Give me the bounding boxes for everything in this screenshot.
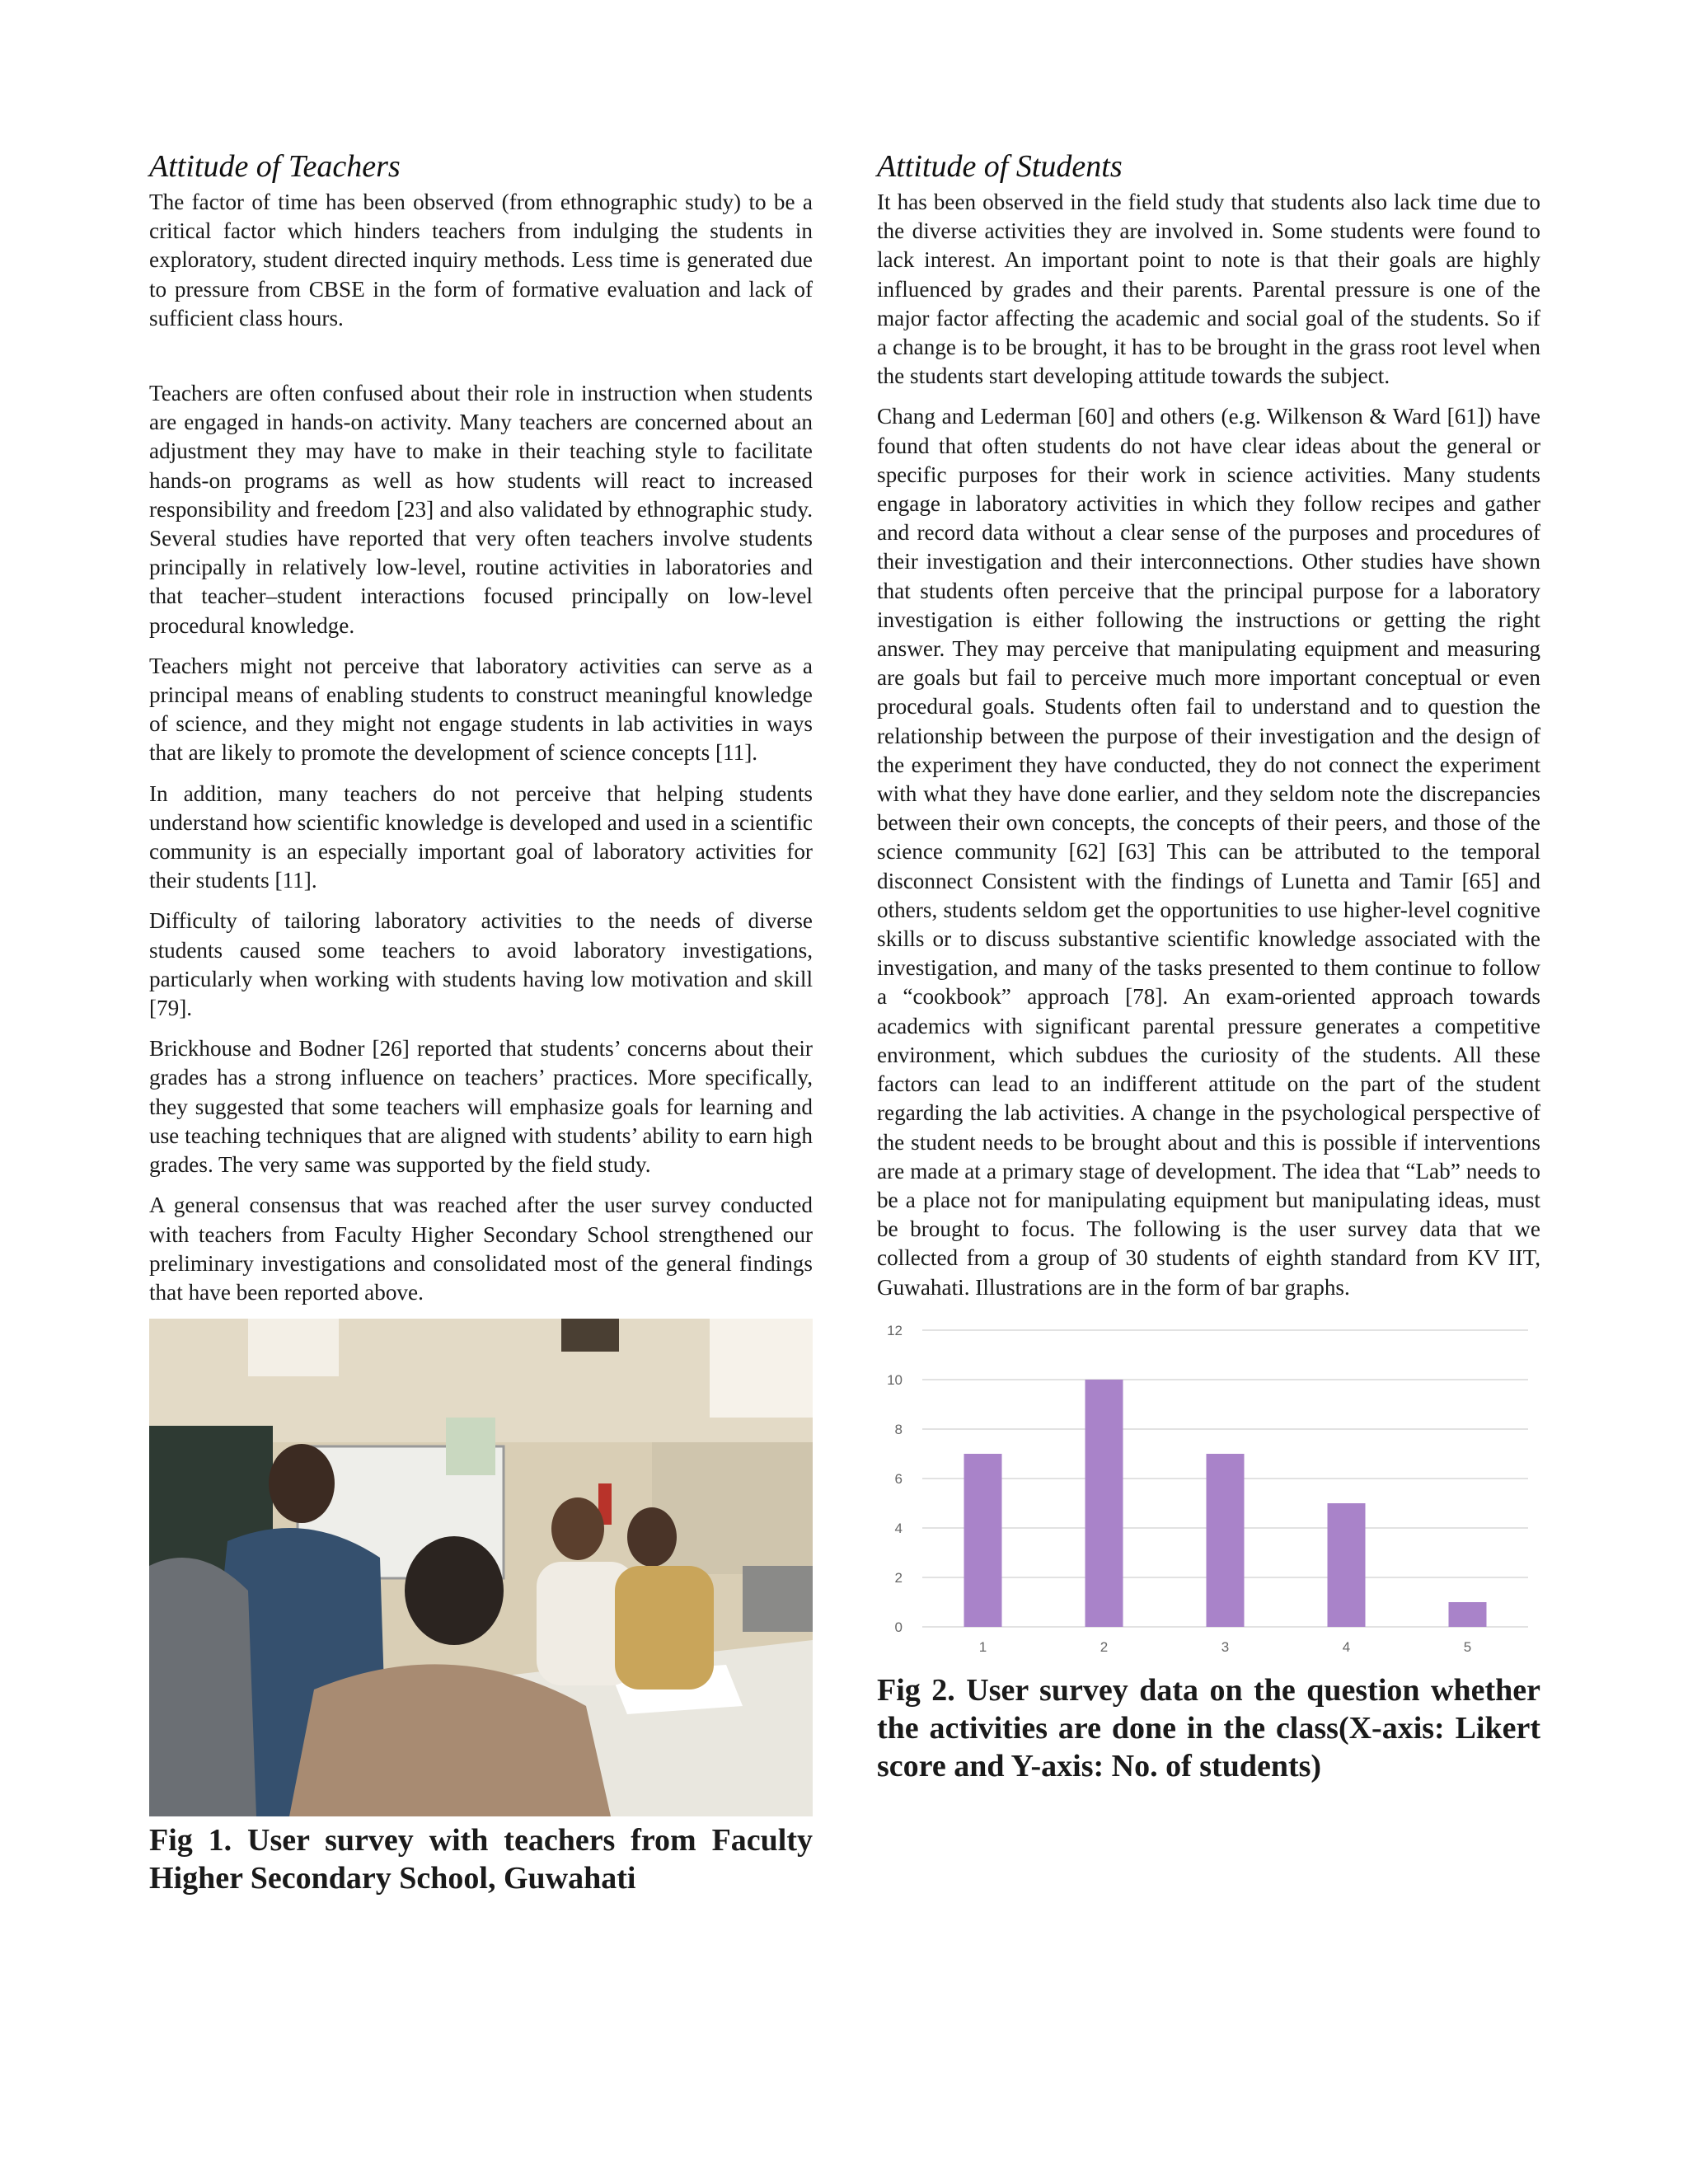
bar-3 bbox=[1207, 1454, 1245, 1627]
paragraph: Chang and Lederman [60] and others (e.g. Wilkenson & Ward [61]) have found that often students do not have clear ideas about the general or specific purposes for their work in science activities. Many students engage in laboratory activities in which they follow recipes and gather and record data without a clear sense of the purposes and procedures of their investigation and their interconnections. Other studies have shown that students often perceive that the principal purpose for a laboratory investigation is either following the instructions or getting the right answer. They may perceive that manipulating equipment and measuring are goals but fail to perceive much more important conceptual or even procedural goals. Students often fail to understand and to question the relationship between the purpose of their investigation and the design of the experiment they have conducted, they do not connect the experiment with what they have done earlier, and they seldom note the discrepancies between their own concepts, the concepts of their peers, and those of the science community [62] [63] This can be attributed to the temporal disconnect Consistent with the findings of Lunetta and Tamir [65] and others, students seldom get the opportunities to use higher-level cognitive skills or to discuss substantive scientific knowledge associated with the investigation, and many of the tasks presented to them continue to follow a “cookbook” approach [78]. An exam-oriented approach towards academics with significant parental pressure generates a competitive environment, which subdues the curiosity of the students. All these factors can lead to an indifferent attitude on the part of the student regarding the lab activities. A change in the psychological perspective of the student needs to be brought about and this is possible if interventions are made at a primary stage of development. The idea that “Lab” needs to be a place not for manipulating equipment but manipulating ideas, must be brought to focus. The following is the user survey data that we collected from a group of 30 students of eighth standard from KV IIT, Guwahati. Illustrations are in the form of bar graphs. bbox=[877, 404, 1540, 1300]
left-column bbox=[149, 147, 813, 1897]
bar-2 bbox=[1085, 1380, 1123, 1627]
paragraph: Difficulty of tailoring laboratory activities to the needs of diverse students caused some teachers to avoid laboratory investigations, particularly when working with students having low motivation and skill [79]. bbox=[149, 908, 813, 1021]
paragraph: A general consensus that was reached after the user survey conducted with teachers from Faculty Higher Secondary School strengthened our preliminary investigations and consolidated most of the general findings that have been reported above. bbox=[149, 1193, 813, 1305]
y-tick-label: 10 bbox=[887, 1371, 903, 1388]
bar-5 bbox=[1449, 1602, 1487, 1627]
paragraph: It has been observed in the field study that students also lack time due to the diverse activities they are involved in. Some students were found to lack interest. An important point to note is that their goals are highly influenced by grades and their parents. Parental pressure is one of the major factor affecting the academic and social goal of the students. So if a change is to be brought, it has to be brought in the grass root level when the students start developing attitude towards the subject. bbox=[877, 190, 1540, 389]
paragraph: Teachers are often confused about their role in instruction when students are engaged in hands-on activity. Many teachers are concerned about an adjustment they may have to make in their teaching style to facilitate hands-on programs as well as how students will react to increased responsibility and freedom [23] and also validated by ethnographic study. Several studies have reported that very often teachers involve students principally in relatively low-level, routine activities in laboratories and that teacher–student interactions focused principally on low-level procedural knowledge. bbox=[149, 381, 813, 638]
paragraph: The factor of time has been observed (from ethnographic study) to be a critical factor which hinders teachers from indulging the students in exploratory, student directed inquiry methods. Less time is generated due to pressure from CBSE in the form of formative evaluation and lack of sufficient class hours. bbox=[149, 190, 813, 330]
y-tick-label: 12 bbox=[887, 1322, 903, 1338]
figure-2-caption: Fig 2. User survey data on the question whether the activities are done in the class(X-axis: Likert score and Y-axis: No. of students) bbox=[877, 1672, 1540, 1783]
chart-svg bbox=[877, 1314, 1540, 1666]
y-tick-label: 2 bbox=[894, 1569, 903, 1586]
paragraph: In addition, many teachers do not perceive that helping students understand how scientific knowledge is developed and used in a scientific community is an especially important goal of laboratory activities for their students [11]. bbox=[149, 780, 813, 893]
x-tick-label: 5 bbox=[1463, 1638, 1472, 1655]
section-heading-students: Attitude of Students bbox=[877, 149, 1123, 184]
y-tick-label: 6 bbox=[894, 1470, 903, 1487]
paragraph: Brickhouse and Bodner [26] reported that students’ concerns about their grades has a strong influence on teachers’ practices. More specifically, they suggested that some teachers will emphasize goals for learning and use teaching techniques that are aligned with students’ ability to earn high grades. The very same was supported by the field study. bbox=[149, 1036, 813, 1178]
x-tick-label: 4 bbox=[1342, 1638, 1351, 1655]
x-tick-label: 2 bbox=[1100, 1638, 1109, 1655]
bar-1 bbox=[964, 1454, 1002, 1627]
x-tick-label: 3 bbox=[1221, 1638, 1230, 1655]
bar-chart bbox=[877, 1314, 1540, 1666]
y-tick-label: 0 bbox=[894, 1619, 903, 1635]
x-tick-label: 1 bbox=[978, 1638, 987, 1655]
bar-4 bbox=[1328, 1503, 1366, 1627]
section-heading-teachers: Attitude of Teachers bbox=[149, 149, 401, 184]
y-tick-label: 8 bbox=[894, 1421, 903, 1437]
paragraph: Teachers might not perceive that laboratory activities can serve as a principal means of enabling students to construct meaningful knowledge of science, and they might not engage students in lab activities in ways that are likely to promote the development of science concepts [11]. bbox=[149, 653, 813, 766]
right-column bbox=[877, 147, 1540, 1785]
y-tick-label: 4 bbox=[894, 1520, 903, 1536]
figure-1-caption: Fig 1. User survey with teachers from Faculty Higher Secondary School, Guwahati bbox=[149, 1823, 813, 1896]
survey-photo bbox=[149, 1319, 813, 1816]
